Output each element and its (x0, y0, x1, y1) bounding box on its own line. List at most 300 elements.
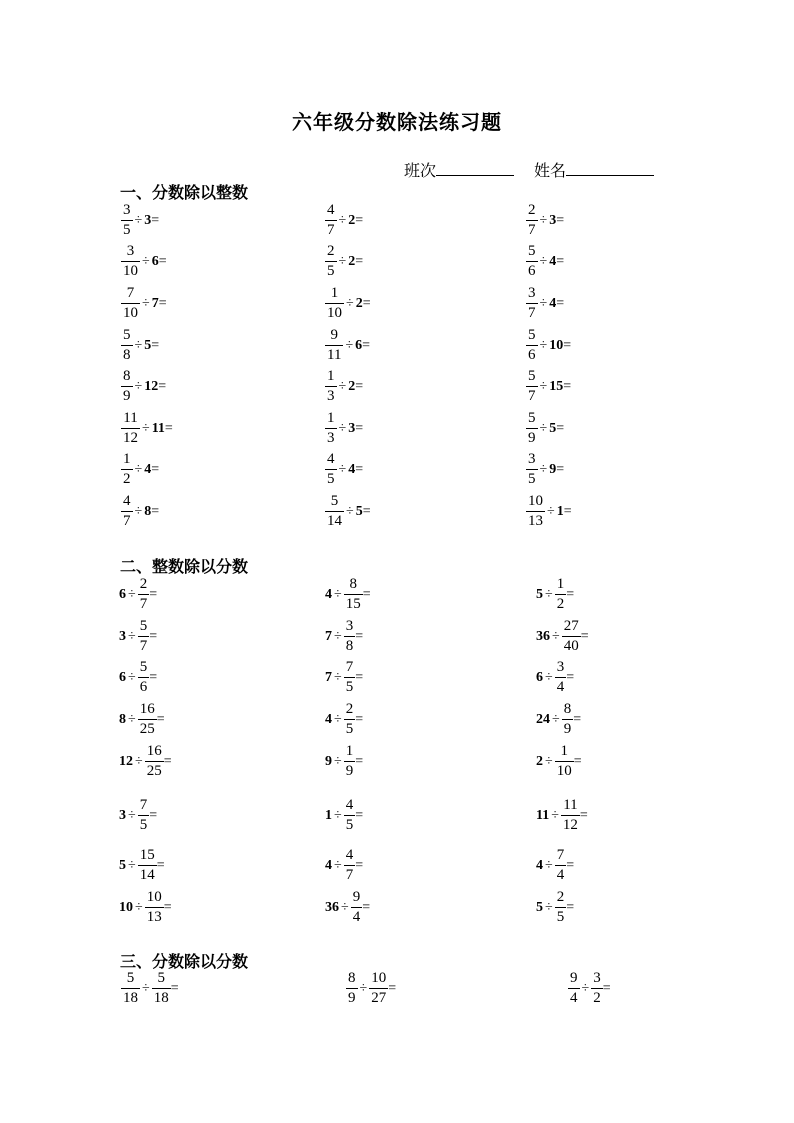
numerator: 4 (345, 847, 354, 863)
fraction (121, 328, 133, 363)
exercise-item (119, 702, 165, 737)
denominator: 5 (345, 679, 354, 695)
divide-sign: ÷ (545, 586, 553, 602)
integer: 10 (549, 337, 564, 353)
numerator: 1 (327, 410, 335, 426)
equals-sign: = (170, 980, 179, 996)
numerator: 9 (330, 327, 338, 343)
fraction (344, 577, 363, 612)
fraction (555, 577, 567, 612)
exercise-item (325, 577, 371, 612)
exercise-item (121, 286, 167, 321)
divide-sign: ÷ (545, 669, 553, 685)
numerator: 5 (123, 327, 131, 343)
integer: 1 (325, 807, 332, 823)
fraction (121, 369, 133, 404)
denominator: 8 (345, 638, 354, 654)
numerator: 5 (330, 493, 339, 509)
exercise-item (325, 203, 363, 238)
fraction (138, 619, 150, 654)
numerator: 10 (528, 493, 543, 509)
numerator: 1 (123, 451, 131, 467)
denominator: 5 (345, 721, 354, 737)
equals-sign: = (355, 857, 364, 873)
divide-sign: ÷ (134, 212, 143, 228)
divide-sign: ÷ (135, 899, 143, 915)
exercise-item (121, 494, 159, 529)
divide-sign: ÷ (142, 253, 150, 269)
denominator: 10 (556, 763, 572, 779)
denominator: 7 (528, 222, 536, 238)
integer: 10 (119, 899, 133, 915)
exercise-item (121, 244, 167, 279)
denominator: 5 (327, 263, 335, 279)
integer: 6 (151, 253, 159, 269)
divide-sign: ÷ (128, 807, 136, 823)
numerator: 2 (139, 576, 148, 592)
exercise-item (325, 411, 363, 446)
exercise-item (536, 744, 582, 779)
fraction (344, 660, 356, 695)
equals-sign: = (362, 586, 371, 602)
numerator: 9 (352, 889, 361, 905)
exercise-item (119, 660, 157, 695)
equals-sign: = (355, 212, 364, 228)
denominator: 27 (371, 990, 387, 1006)
class-blank[interactable] (436, 161, 514, 176)
numerator: 7 (139, 797, 148, 813)
equals-sign: = (163, 899, 172, 915)
equals-sign: = (563, 378, 572, 394)
numerator: 3 (528, 285, 536, 301)
equals-sign: = (579, 807, 588, 823)
exercise-item (121, 328, 159, 363)
equals-sign: = (149, 669, 158, 685)
denominator: 7 (345, 867, 354, 883)
equals-sign: = (355, 628, 364, 644)
exercise-item (325, 286, 371, 321)
integer: 4 (325, 586, 332, 602)
numerator: 8 (563, 701, 572, 717)
numerator: 10 (371, 970, 387, 986)
exercise-item (121, 411, 173, 446)
divide-sign: ÷ (338, 461, 347, 477)
fraction (138, 577, 150, 612)
denominator: 4 (556, 867, 565, 883)
equals-sign: = (158, 378, 167, 394)
fraction (121, 286, 140, 321)
divide-sign: ÷ (338, 253, 347, 269)
fraction (121, 203, 133, 238)
numerator: 9 (570, 970, 578, 986)
integer: 2 (348, 378, 356, 394)
equals-sign: = (355, 253, 364, 269)
numerator: 8 (349, 576, 357, 592)
exercise-item (119, 798, 157, 833)
integer: 9 (549, 461, 557, 477)
exercise-item (325, 244, 363, 279)
integer: 5 (536, 586, 543, 602)
divide-sign: ÷ (134, 503, 143, 519)
equals-sign: = (556, 212, 565, 228)
integer: 2 (355, 295, 363, 311)
fraction (526, 328, 538, 363)
equals-sign: = (149, 628, 158, 644)
exercise-item (121, 203, 159, 238)
denominator: 2 (556, 596, 565, 612)
integer: 11 (536, 807, 550, 823)
integer: 6 (119, 586, 126, 602)
fraction (346, 971, 358, 1006)
fraction (145, 744, 164, 779)
exercise-item (119, 619, 157, 654)
numerator: 10 (146, 889, 162, 905)
integer: 4 (549, 253, 557, 269)
numerator: 5 (126, 970, 135, 986)
denominator: 13 (146, 909, 162, 925)
numerator: 5 (528, 368, 536, 384)
divide-sign: ÷ (142, 295, 150, 311)
numerator: 5 (528, 243, 536, 259)
denominator: 10 (123, 305, 138, 321)
fraction (555, 660, 567, 695)
fraction (145, 890, 164, 925)
exercise-item (119, 848, 165, 883)
numerator: 2 (327, 243, 335, 259)
equals-sign: = (355, 378, 364, 394)
divide-sign: ÷ (334, 857, 342, 873)
exercise-item (121, 369, 166, 404)
numerator: 2 (345, 701, 354, 717)
integer: 4 (325, 857, 332, 873)
numerator: 5 (528, 327, 536, 343)
exercise-item (325, 619, 363, 654)
fraction (325, 328, 343, 363)
integer: 3 (348, 420, 356, 436)
denominator: 5 (139, 817, 148, 833)
equals-sign: = (355, 711, 364, 727)
denominator: 7 (139, 638, 148, 654)
divide-sign: ÷ (338, 212, 347, 228)
numerator: 5 (139, 618, 148, 634)
denominator: 6 (528, 263, 536, 279)
fraction (344, 744, 356, 779)
integer: 7 (325, 628, 332, 644)
integer: 6 (119, 669, 126, 685)
divide-sign: ÷ (128, 857, 136, 873)
denominator: 9 (348, 990, 356, 1006)
denominator: 4 (570, 990, 578, 1006)
denominator: 6 (528, 347, 536, 363)
denominator: 12 (123, 430, 138, 446)
divide-sign: ÷ (334, 586, 342, 602)
integer: 4 (144, 461, 152, 477)
integer: 12 (144, 378, 159, 394)
denominator: 14 (139, 867, 155, 883)
exercise-item (325, 848, 363, 883)
numerator: 3 (528, 451, 536, 467)
section-2-heading: 二、整数除以分数 (120, 559, 249, 576)
exercise-item (325, 890, 370, 925)
denominator: 15 (345, 596, 361, 612)
divide-sign: ÷ (359, 980, 368, 996)
exercise-item (325, 328, 370, 363)
integer: 12 (119, 753, 133, 769)
fraction (138, 798, 150, 833)
fraction (325, 411, 337, 446)
equals-sign: = (156, 857, 165, 873)
fraction (325, 452, 337, 487)
integer: 1 (556, 503, 564, 519)
numerator: 3 (126, 243, 135, 259)
divide-sign: ÷ (346, 503, 354, 519)
divide-sign: ÷ (134, 337, 143, 353)
exercise-item (119, 890, 172, 925)
denominator: 2 (593, 990, 601, 1006)
denominator: 7 (528, 388, 536, 404)
integer: 6 (536, 669, 543, 685)
denominator: 18 (123, 990, 138, 1006)
denominator: 5 (345, 817, 354, 833)
integer: 5 (119, 857, 126, 873)
denominator: 10 (123, 263, 138, 279)
exercise-item (526, 411, 564, 446)
divide-sign: ÷ (334, 753, 342, 769)
divide-sign: ÷ (552, 711, 560, 727)
equals-sign: = (149, 807, 158, 823)
page-title: 六年级分数除法练习题 (292, 112, 502, 134)
equals-sign: = (556, 253, 565, 269)
integer: 36 (536, 628, 550, 644)
exercise-item (325, 702, 363, 737)
numerator: 5 (528, 410, 536, 426)
fraction (526, 369, 538, 404)
integer: 3 (144, 212, 152, 228)
fraction (138, 848, 157, 883)
divide-sign: ÷ (338, 378, 347, 394)
equals-sign: = (163, 753, 172, 769)
integer: 2 (536, 753, 543, 769)
divide-sign: ÷ (545, 857, 553, 873)
exercise-item (325, 660, 363, 695)
fraction (138, 702, 157, 737)
fraction (325, 203, 337, 238)
equals-sign: = (580, 628, 589, 644)
name-blank[interactable] (566, 161, 654, 176)
denominator: 9 (123, 388, 131, 404)
exercise-item (526, 452, 564, 487)
divide-sign: ÷ (134, 461, 143, 477)
equals-sign: = (573, 711, 582, 727)
equals-sign: = (556, 461, 565, 477)
integer: 7 (325, 669, 332, 685)
numerator: 11 (563, 797, 578, 813)
exercise-item (325, 369, 363, 404)
equals-sign: = (149, 586, 158, 602)
denominator: 5 (123, 222, 131, 238)
integer: 5 (536, 899, 543, 915)
fraction (568, 971, 580, 1006)
numerator: 2 (556, 889, 565, 905)
fraction (344, 848, 356, 883)
fraction (555, 744, 574, 779)
equals-sign: = (362, 295, 371, 311)
fraction (121, 494, 133, 529)
numerator: 8 (123, 368, 131, 384)
integer: 4 (348, 461, 356, 477)
divide-sign: ÷ (128, 711, 136, 727)
student-info (404, 158, 654, 181)
denominator: 5 (556, 909, 565, 925)
divide-sign: ÷ (334, 628, 342, 644)
exercise-item (346, 971, 396, 1006)
numerator: 4 (345, 797, 354, 813)
exercise-item (526, 244, 564, 279)
denominator: 7 (528, 305, 536, 321)
fraction (526, 244, 538, 279)
fraction (325, 286, 344, 321)
denominator: 9 (563, 721, 572, 737)
numerator: 1 (330, 285, 339, 301)
numerator: 27 (563, 618, 579, 634)
fraction (526, 452, 538, 487)
divide-sign: ÷ (134, 378, 143, 394)
divide-sign: ÷ (345, 337, 354, 353)
equals-sign: = (164, 420, 173, 436)
class-label: 班次 (404, 163, 437, 180)
fraction (121, 971, 140, 1006)
denominator: 10 (327, 305, 342, 321)
integer: 6 (355, 337, 363, 353)
numerator: 4 (123, 493, 131, 509)
equals-sign: = (362, 899, 371, 915)
numerator: 4 (327, 451, 335, 467)
divide-sign: ÷ (142, 980, 150, 996)
divide-sign: ÷ (539, 461, 548, 477)
integer: 3 (119, 807, 126, 823)
exercise-item (536, 798, 588, 833)
numerator: 15 (139, 847, 155, 863)
fraction (555, 848, 567, 883)
numerator: 16 (139, 701, 155, 717)
denominator: 25 (146, 763, 162, 779)
integer: 5 (355, 503, 363, 519)
integer: 2 (348, 253, 356, 269)
equals-sign: = (388, 980, 397, 996)
equals-sign: = (151, 212, 160, 228)
denominator: 2 (123, 471, 131, 487)
equals-sign: = (158, 253, 167, 269)
equals-sign: = (156, 711, 165, 727)
integer: 4 (325, 711, 332, 727)
equals-sign: = (355, 461, 364, 477)
denominator: 3 (327, 388, 335, 404)
divide-sign: ÷ (552, 628, 560, 644)
integer: 4 (536, 857, 543, 873)
integer: 36 (325, 899, 339, 915)
equals-sign: = (158, 295, 167, 311)
equals-sign: = (151, 503, 160, 519)
fraction (325, 494, 344, 529)
equals-sign: = (556, 420, 565, 436)
fraction (555, 890, 567, 925)
integer: 2 (348, 212, 356, 228)
fraction (344, 702, 356, 737)
numerator: 4 (327, 202, 335, 218)
integer: 5 (549, 420, 557, 436)
equals-sign: = (563, 337, 572, 353)
numerator: 1 (560, 743, 568, 759)
numerator: 11 (123, 410, 138, 426)
denominator: 13 (528, 513, 543, 529)
denominator: 40 (563, 638, 579, 654)
equals-sign: = (602, 980, 611, 996)
section-3-heading: 三、分数除以分数 (120, 954, 249, 971)
exercise-item (325, 798, 363, 833)
numerator: 5 (139, 659, 148, 675)
denominator: 14 (327, 513, 342, 529)
denominator: 8 (123, 347, 131, 363)
divide-sign: ÷ (545, 899, 553, 915)
equals-sign: = (362, 503, 371, 519)
equals-sign: = (355, 420, 364, 436)
exercise-item (325, 452, 363, 487)
denominator: 5 (528, 471, 536, 487)
fraction (152, 971, 171, 1006)
denominator: 7 (139, 596, 148, 612)
divide-sign: ÷ (581, 980, 590, 996)
fraction (121, 244, 140, 279)
exercise-item (536, 848, 574, 883)
equals-sign: = (566, 899, 575, 915)
fraction (121, 411, 140, 446)
divide-sign: ÷ (539, 337, 548, 353)
exercise-item (325, 744, 363, 779)
fraction (138, 660, 150, 695)
equals-sign: = (355, 669, 364, 685)
equals-sign: = (151, 337, 160, 353)
divide-sign: ÷ (338, 420, 347, 436)
fraction (121, 452, 133, 487)
denominator: 12 (562, 817, 578, 833)
integer: 15 (549, 378, 564, 394)
numerator: 2 (528, 202, 536, 218)
integer: 3 (119, 628, 126, 644)
denominator: 6 (139, 679, 148, 695)
name-label: 姓名 (534, 163, 567, 180)
divide-sign: ÷ (128, 586, 136, 602)
fraction (526, 286, 538, 321)
fraction (561, 798, 580, 833)
exercise-item (526, 328, 571, 363)
divide-sign: ÷ (341, 899, 349, 915)
equals-sign: = (355, 753, 364, 769)
exercise-item (121, 971, 179, 1006)
exercise-item (536, 619, 589, 654)
integer: 24 (536, 711, 550, 727)
exercise-item (568, 971, 611, 1006)
exercise-item (526, 369, 571, 404)
numerator: 1 (345, 743, 354, 759)
integer: 7 (151, 295, 159, 311)
divide-sign: ÷ (539, 378, 548, 394)
numerator: 7 (556, 847, 565, 863)
divide-sign: ÷ (128, 669, 136, 685)
numerator: 3 (123, 202, 131, 218)
numerator: 1 (556, 576, 565, 592)
fraction (325, 369, 337, 404)
divide-sign: ÷ (346, 295, 354, 311)
